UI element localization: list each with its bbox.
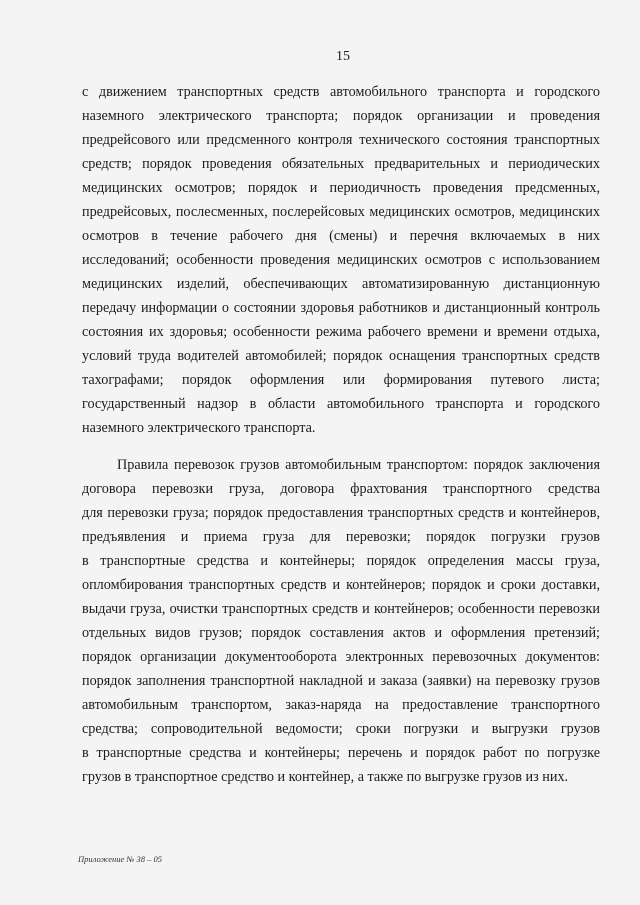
text-line: условий труда водителей автомобилей; порядок оснащения транспортных средств bbox=[82, 348, 600, 364]
text-line: для перевозки груза; порядок предоставления транспортных средств и контейнеров, bbox=[82, 505, 600, 521]
text-line: средств; порядок проведения обязательных предварительных и периодических bbox=[82, 156, 600, 172]
text-line: автомобильным транспортом, заказ-наряда на предоставление транспортного bbox=[82, 697, 600, 713]
text-line: грузов в транспортное средство и контейнер, а также по выгрузке грузов из них. bbox=[82, 769, 569, 785]
text-line: исследований; особенности проведения медицинских осмотров с использованием bbox=[82, 252, 600, 268]
text-line: медицинских осмотров; порядок и периодичность проведения предсменных, bbox=[82, 180, 600, 196]
text-line: порядок организации документооборота электронных перевозочных документов: bbox=[82, 649, 600, 665]
footer-attachment-label: Приложение № 38 – 05 bbox=[78, 854, 163, 864]
text-line: предрейсового или предсменного контроля технического состояния транспортных bbox=[82, 132, 600, 148]
text-line: передачу информации о состоянии здоровья работников и дистанционный контроль bbox=[82, 300, 600, 316]
text-line: осмотров в течение рабочего дня (смены) и перечня включаемых в них bbox=[82, 228, 600, 244]
text-line: порядок заполнения транспортной накладной и заказа (заявки) на перевозку грузов bbox=[82, 673, 600, 689]
text-line: медицинских изделий, обеспечивающих автоматизированную дистанционную bbox=[82, 276, 600, 292]
text-line: договора перевозки груза, договора фрахтования транспортного средства bbox=[82, 481, 600, 497]
text-line: Правила перевозок грузов автомобильным транспортом: порядок заключения bbox=[117, 457, 600, 473]
text-line: тахографами; порядок оформления или формирования путевого листа; bbox=[82, 372, 600, 388]
text-line: выдачи груза, очистки транспортных средств и контейнеров; особенности перевозки bbox=[82, 601, 600, 617]
page-number: 15 bbox=[336, 49, 350, 64]
text-line: отдельных видов грузов; порядок составления актов и оформления претензий; bbox=[82, 625, 600, 641]
text-line: государственный надзор в области автомобильного транспорта и городского bbox=[82, 396, 600, 412]
text-line: средства; сопроводительной ведомости; сроки погрузки и выгрузки грузов bbox=[82, 721, 600, 737]
text-line: с движением транспортных средств автомобильного транспорта и городского bbox=[82, 84, 600, 100]
text-line: наземного электрического транспорта. bbox=[82, 420, 316, 436]
text-line: предъявления и приема груза для перевозки; порядок погрузки грузов bbox=[82, 529, 600, 545]
text-line: предрейсовых, послесменных, послерейсовых медицинских осмотров, медицинских bbox=[82, 204, 600, 220]
text-line: наземного электрического транспорта; порядок организации и проведения bbox=[82, 108, 600, 124]
text-line: состояния их здоровья; особенности режима рабочего времени и времени отдыха, bbox=[82, 324, 600, 340]
text-line: в транспортные средства и контейнеры; порядок определения массы груза, bbox=[82, 553, 600, 569]
text-line: в транспортные средства и контейнеры; перечень и порядок работ по погрузке bbox=[82, 745, 600, 761]
text-line: опломбирования транспортных средств и контейнеров; порядок и сроки доставки, bbox=[82, 577, 600, 593]
